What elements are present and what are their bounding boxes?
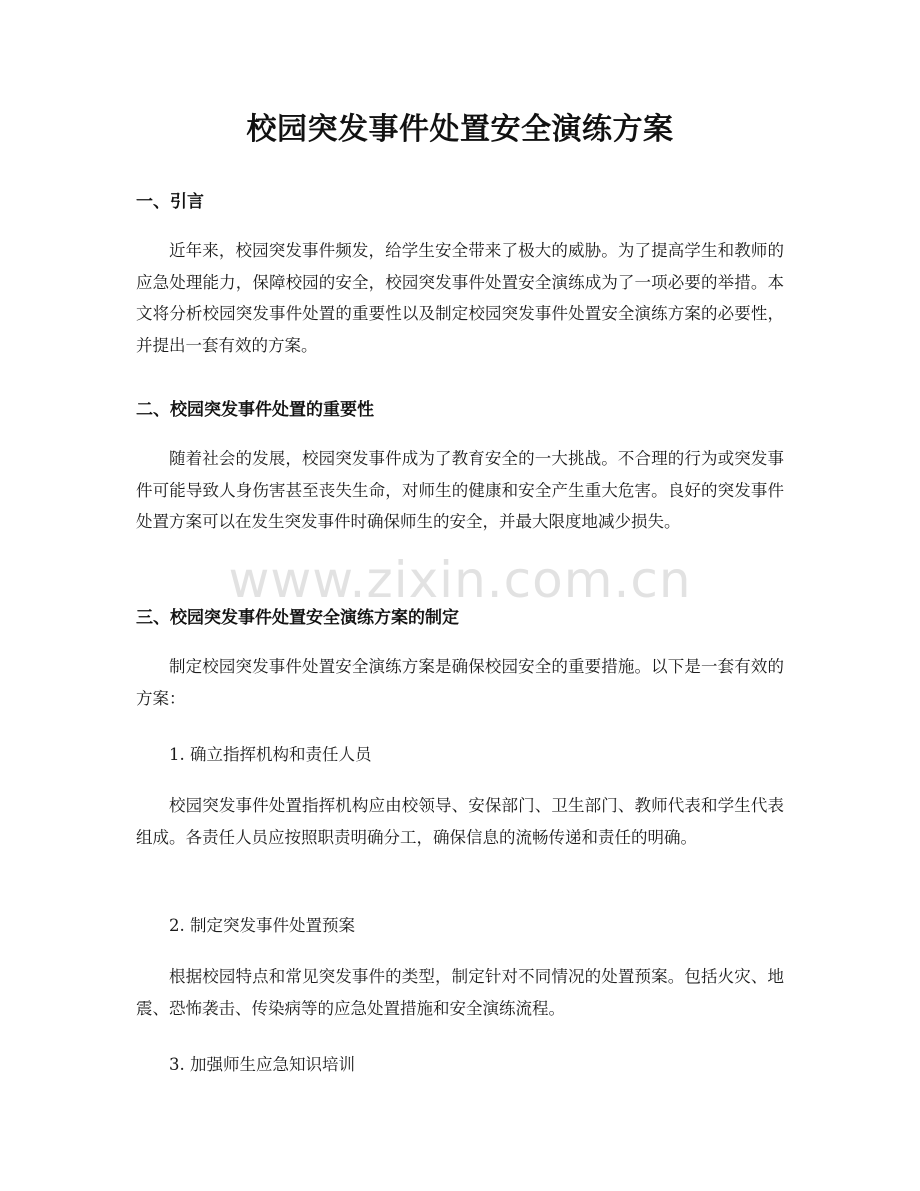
document-title: 校园突发事件处置安全演练方案: [246, 112, 674, 147]
section-paragraph-importance: 随着社会的发展，校园突发事件成为了教育安全的一大挑战。不合理的行为或突发事件可能导致人身伤害甚至丧失生命，对师生的健康和安全产生重大危害。良好的突发事件处置方案可以在发生突发事件时确保师生的安全，并最大限度地减少损失。: [136, 449, 784, 531]
list-item-label-training: 3. 加强师生应急知识培训: [169, 1055, 355, 1074]
list-item-paragraph-preplan: 根据校园特点和常见突发事件的类型，制定针对不同情况的处置预案。包括火灾、地震、恐怖袭击、传染病等的应急处置措施和安全演练流程。: [136, 967, 784, 1018]
list-item-label-preplan: 2. 制定突发事件处置预案: [169, 916, 355, 935]
section-heading-plan: 三、校园突发事件处置安全演练方案的制定: [136, 608, 459, 628]
section-heading-introduction: 一、引言: [136, 192, 204, 212]
list-item-paragraph-command: 校园突发事件处置指挥机构应由校领导、安保部门、卫生部门、教师代表和学生代表组成。各责任人员应按照职责明确分工，确保信息的流畅传递和责任的明确。: [136, 796, 784, 847]
watermark: www.zixin.com.cn: [228, 551, 692, 609]
list-item-label-command: 1. 确立指挥机构和责任人员: [169, 745, 372, 764]
section-paragraph-introduction: 近年来，校园突发事件频发，给学生安全带来了极大的威胁。为了提高学生和教师的应急处理能力，保障校园的安全，校园突发事件处置安全演练成为了一项必要的举措。本文将分析校园突发事件处置的重要性以及制定校园突发事件处置安全演练方案的必要性，并提出一套有效的方案。: [136, 241, 784, 355]
section-heading-importance: 二、校园突发事件处置的重要性: [136, 400, 374, 420]
section-paragraph-plan: 制定校园突发事件处置安全演练方案是确保校园安全的重要措施。以下是一套有效的方案：: [136, 657, 784, 708]
